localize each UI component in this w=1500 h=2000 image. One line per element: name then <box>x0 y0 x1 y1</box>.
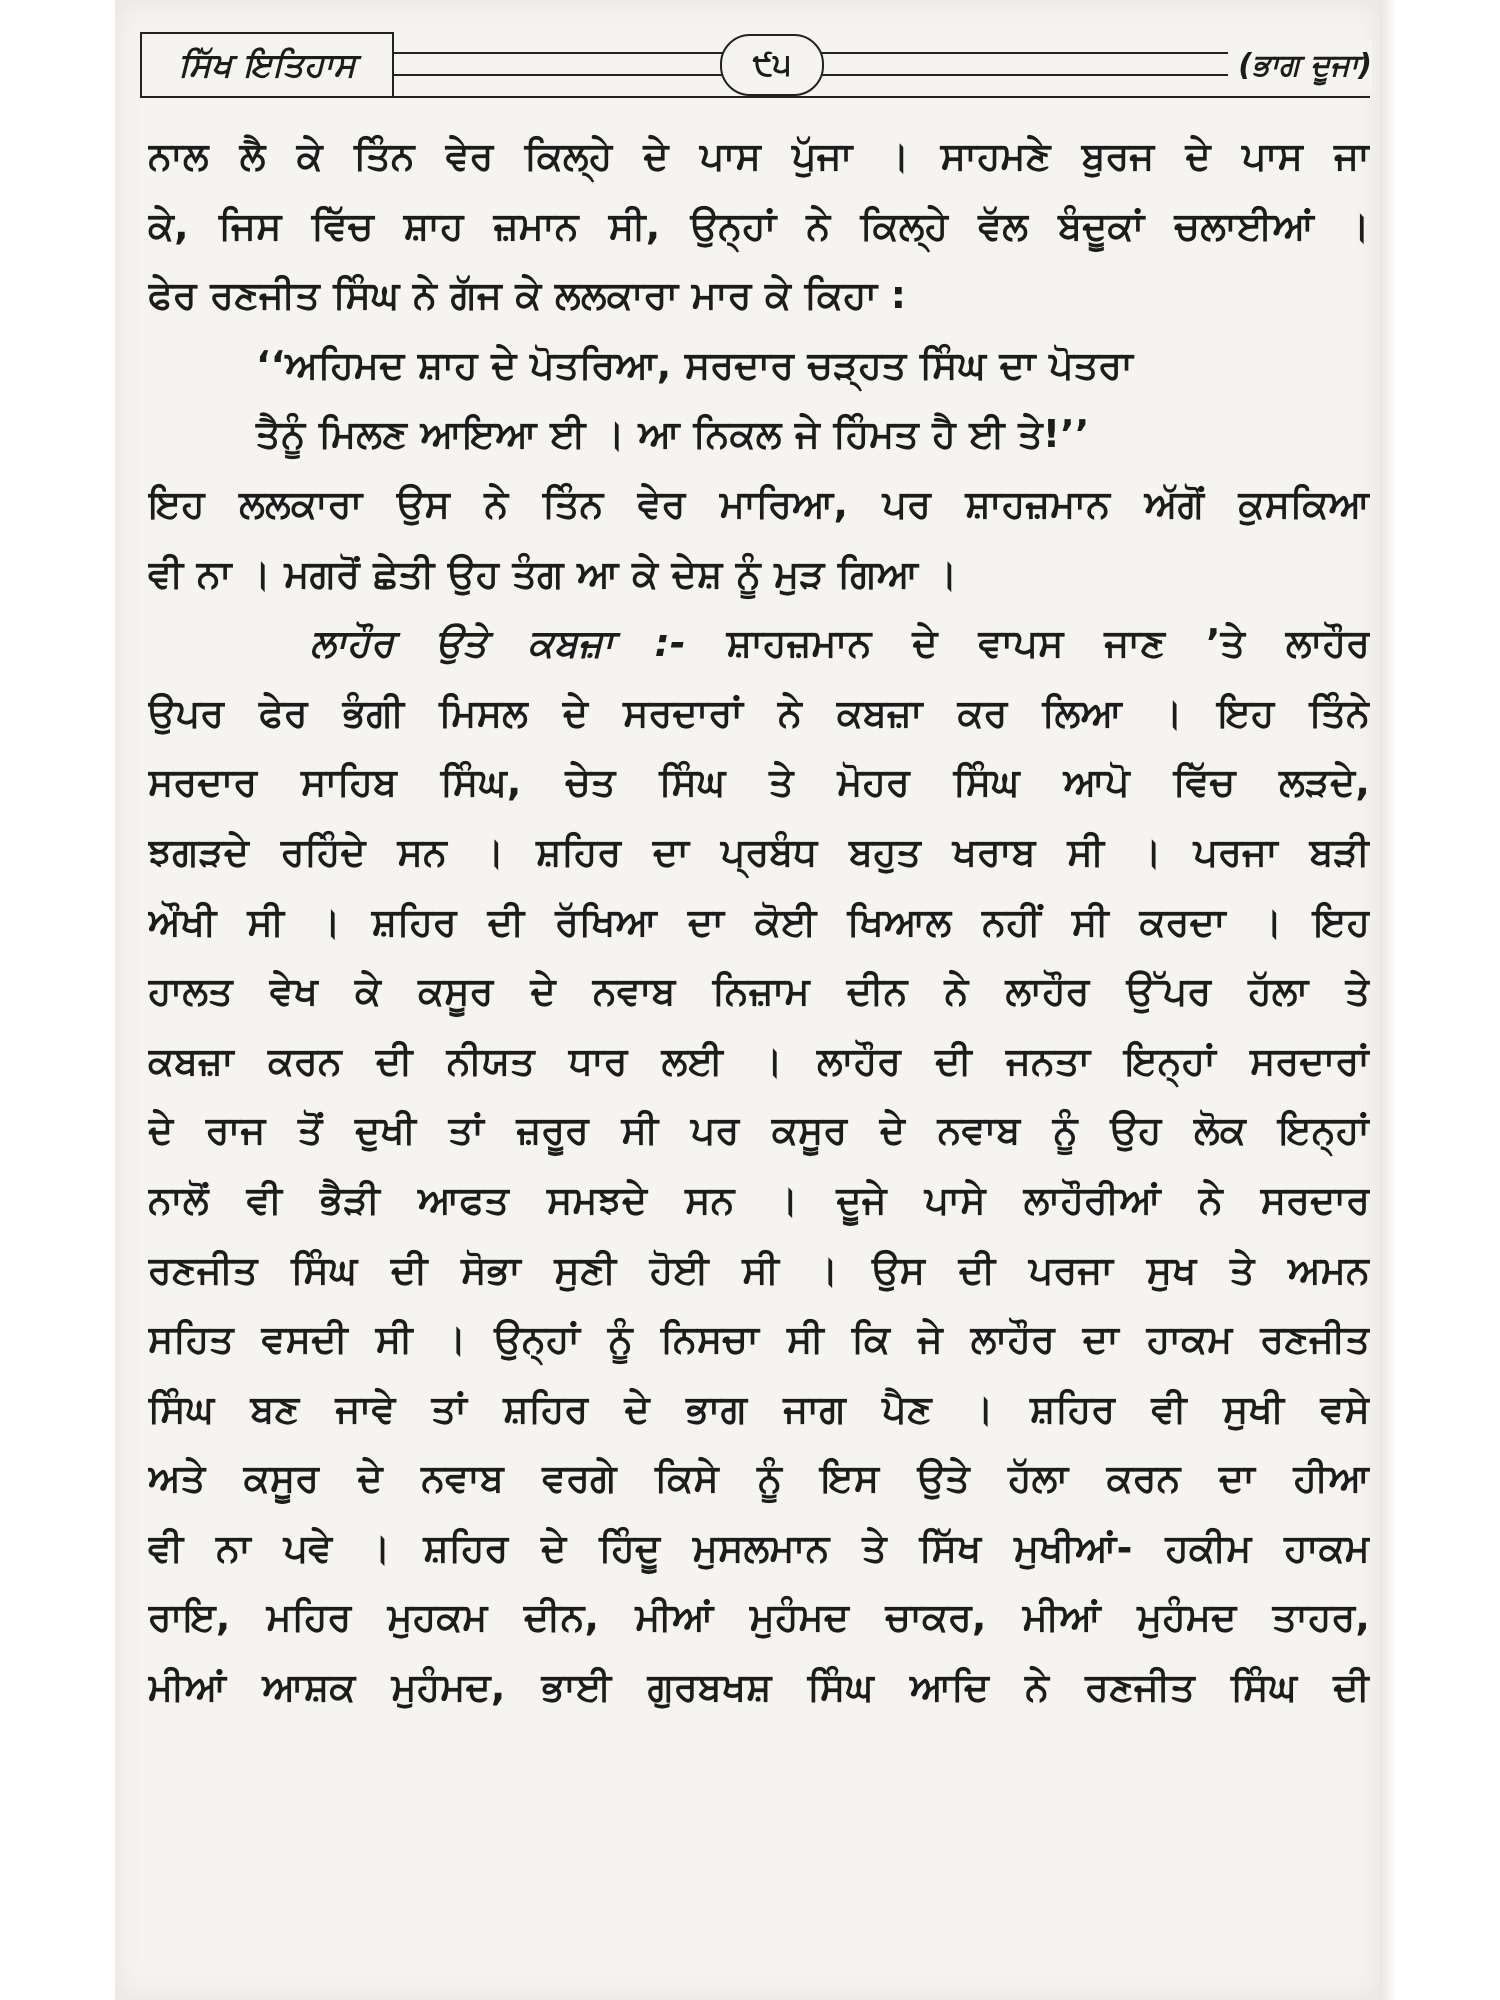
book-title: ਸਿੱਖ ਇਤਿਹਾਸ <box>140 32 394 98</box>
text-line: ਝਗੜਦੇ ਰਹਿੰਦੇ ਸਨ । ਸ਼ਹਿਰ ਦਾ ਪ੍ਰਬੰਧ ਬਹੁਤ ਖਰਾਬ ਸੀ । ਪਰਜਾ ਬੜੀ <box>148 829 1370 874</box>
text-line: ਰਾਇ, ਮਹਿਰ ਮੁਹਕਮ ਦੀਨ, ਮੀਆਂ ਮੁਹੰਮਦ ਚਾਕਰ, ਮੀਆਂ ਮੁਹੰਮਦ ਤਾਹਰ, <box>148 1595 1370 1640</box>
text-line: ਦੇ ਰਾਜ ਤੋਂ ਦੁਖੀ ਤਾਂ ਜ਼ਰੂਰ ਸੀ ਪਰ ਕਸੂਰ ਦੇ ਨਵਾਬ ਨੂੰ ਉਹ ਲੋਕ ਇਨ੍ਹਾਂ <box>148 1108 1370 1153</box>
text-line: ਅਤੇ ਕਸੂਰ ਦੇ ਨਵਾਬ ਵਰਗੇ ਕਿਸੇ ਨੂੰ ਇਸ ਉਤੇ ਹੱਲਾ ਕਰਨ ਦਾ ਹੀਆ <box>148 1456 1370 1501</box>
text-line: ਸਿੰਘ ਬਣ ਜਾਵੇ ਤਾਂ ਸ਼ਹਿਰ ਦੇ ਭਾਗ ਜਾਗ ਪੈਣ । ਸ਼ਹਿਰ ਵੀ ਸੁਖੀ ਵਸੇ <box>148 1386 1370 1431</box>
text-line: ਵੀ ਨਾ ਪਵੇ । ਸ਼ਹਿਰ ਦੇ ਹਿੰਦੂ ਮੁਸਲਮਾਨ ਤੇ ਸਿੱਖ ਮੁਖੀਆਂ- ਹਕੀਮ ਹਾਕਮ <box>148 1525 1370 1570</box>
text-line: ਰਣਜੀਤ ਸਿੰਘ ਦੀ ਸੋਭਾ ਸੁਣੀ ਹੋਈ ਸੀ । ਉਸ ਦੀ ਪਰਜਾ ਸੁਖ ਤੇ ਅਮਨ <box>148 1247 1370 1292</box>
running-head <box>140 28 1372 110</box>
text-line: ਇਹ ਲਲਕਾਰਾ ਉਸ ਨੇ ਤਿੰਨ ਵੇਰ ਮਾਰਿਆ, ਪਰ ਸ਼ਾਹਜ਼ਮਾਨ ਅੱਗੋਂ ਕੁਸਕਿਆ <box>148 481 1370 526</box>
quote-line: ਤੈਨੂੰ ਮਿਲਣ ਆਇਆ ਈ । ਆ ਨਿਕਲ ਜੇ ਹਿੰਮਤ ਹੈ ਈ ਤੇ!’’ <box>256 412 1090 457</box>
text-line: ਸਰਦਾਰ ਸਾਹਿਬ ਸਿੰਘ, ਚੇਤ ਸਿੰਘ ਤੇ ਮੋਹਰ ਸਿੰਘ ਆਪੋ ਵਿੱਚ ਲੜਦੇ, <box>148 760 1370 805</box>
text-line: ਮੀਆਂ ਆਸ਼ਕ ਮੁਹੰਮਦ, ਭਾਈ ਗੁਰਬਖਸ਼ ਸਿੰਘ ਆਦਿ ਨੇ ਰਣਜੀਤ ਸਿੰਘ ਦੀ <box>148 1665 1370 1710</box>
text-line: ਨਾਲ ਲੈ ਕੇ ਤਿੰਨ ਵੇਰ ਕਿਲ੍ਹੇ ਦੇ ਪਾਸ ਪੁੱਜਾ । ਸਾਹਮਣੇ ਬੁਰਜ ਦੇ ਪਾਸ ਜਾ <box>148 134 1370 178</box>
page-number: ੯੫ <box>720 34 824 96</box>
body-text <box>148 122 1370 1723</box>
text-line: ਫੇਰ ਰਣਜੀਤ ਸਿੰਘ ਨੇ ਗੱਜ ਕੇ ਲਲਕਾਰਾ ਮਾਰ ਕੇ ਕਿਹਾ : <box>148 273 907 318</box>
text-line: ਕਬਜ਼ਾ ਕਰਨ ਦੀ ਨੀਯਤ ਧਾਰ ਲਈ । ਲਾਹੌਰ ਦੀ ਜਨਤਾ ਇਨ੍ਹਾਂ ਸਰਦਾਰਾਂ <box>148 1038 1370 1083</box>
quote-line: ‘‘ਅਹਿਮਦ ਸ਼ਾਹ ਦੇ ਪੋਤਰਿਆ, ਸਰਦਾਰ ਚੜ੍ਹਤ ਸਿੰਘ ਦਾ ਪੋਤਰਾ <box>256 342 1134 387</box>
header-rule <box>390 52 1370 54</box>
text-line: ਸਹਿਤ ਵਸਦੀ ਸੀ । ਉਨ੍ਹਾਂ ਨੂੰ ਨਿਸਚਾ ਸੀ ਕਿ ਜੇ ਲਾਹੌਰ ਦਾ ਹਾਕਮ ਰਣਜੀਤ <box>148 1317 1370 1362</box>
part-label: (ਭਾਗ ਦੂਜਾ) <box>1228 40 1372 90</box>
text-line: ਹਾਲਤ ਵੇਖ ਕੇ ਕਸੂਰ ਦੇ ਨਵਾਬ ਨਿਜ਼ਾਮ ਦੀਨ ਨੇ ਲਾਹੌਰ ਉੱਪਰ ਹੱਲਾ ਤੇ <box>148 969 1370 1014</box>
text-line: ਕੇ, ਜਿਸ ਵਿੱਚ ਸ਼ਾਹ ਜ਼ਮਾਨ ਸੀ, ਉਨ੍ਹਾਂ ਨੇ ਕਿਲ੍ਹੇ ਵੱਲ ਬੰਦੂਕਾਂ ਚਲਾਈਆਂ । <box>148 203 1370 248</box>
text-line-continuation: ਸ਼ਾਹਜ਼ਮਾਨ ਦੇ ਵਾਪਸ ਜਾਣ ’ਤੇ ਲਾਹੌਰ <box>726 621 1370 666</box>
text-line: ਉਪਰ ਫੇਰ ਭੰਗੀ ਮਿਸਲ ਦੇ ਸਰਦਾਰਾਂ ਨੇ ਕਬਜ਼ਾ ਕਰ ਲਿਆ । ਇਹ ਤਿੰਨੇ <box>148 690 1370 735</box>
text-line: ਨਾਲੋਂ ਵੀ ਭੈੜੀ ਆਫਤ ਸਮਝਦੇ ਸਨ । ਦੂਜੇ ਪਾਸੇ ਲਾਹੌਰੀਆਂ ਨੇ ਸਰਦਾਰ <box>148 1177 1370 1222</box>
section-heading-line <box>148 609 1370 679</box>
header-rule <box>280 96 1370 98</box>
section-subheading: ਲਾਹੌਰ ਉਤੇ ਕਬਜ਼ਾ :- <box>310 621 686 666</box>
header-rule <box>390 74 1370 76</box>
text-line: ਵੀ ਨਾ । ਮਗਰੋਂ ਛੇਤੀ ਉਹ ਤੰਗ ਆ ਕੇ ਦੇਸ਼ ਨੂੰ ਮੁੜ ਗਿਆ । <box>148 551 958 596</box>
page-edge <box>1380 0 1396 2000</box>
text-line: ਔਖੀ ਸੀ । ਸ਼ਹਿਰ ਦੀ ਰੱਖਿਆ ਦਾ ਕੋਈ ਖਿਆਲ ਨਹੀਂ ਸੀ ਕਰਦਾ । ਇਹ <box>148 899 1370 944</box>
